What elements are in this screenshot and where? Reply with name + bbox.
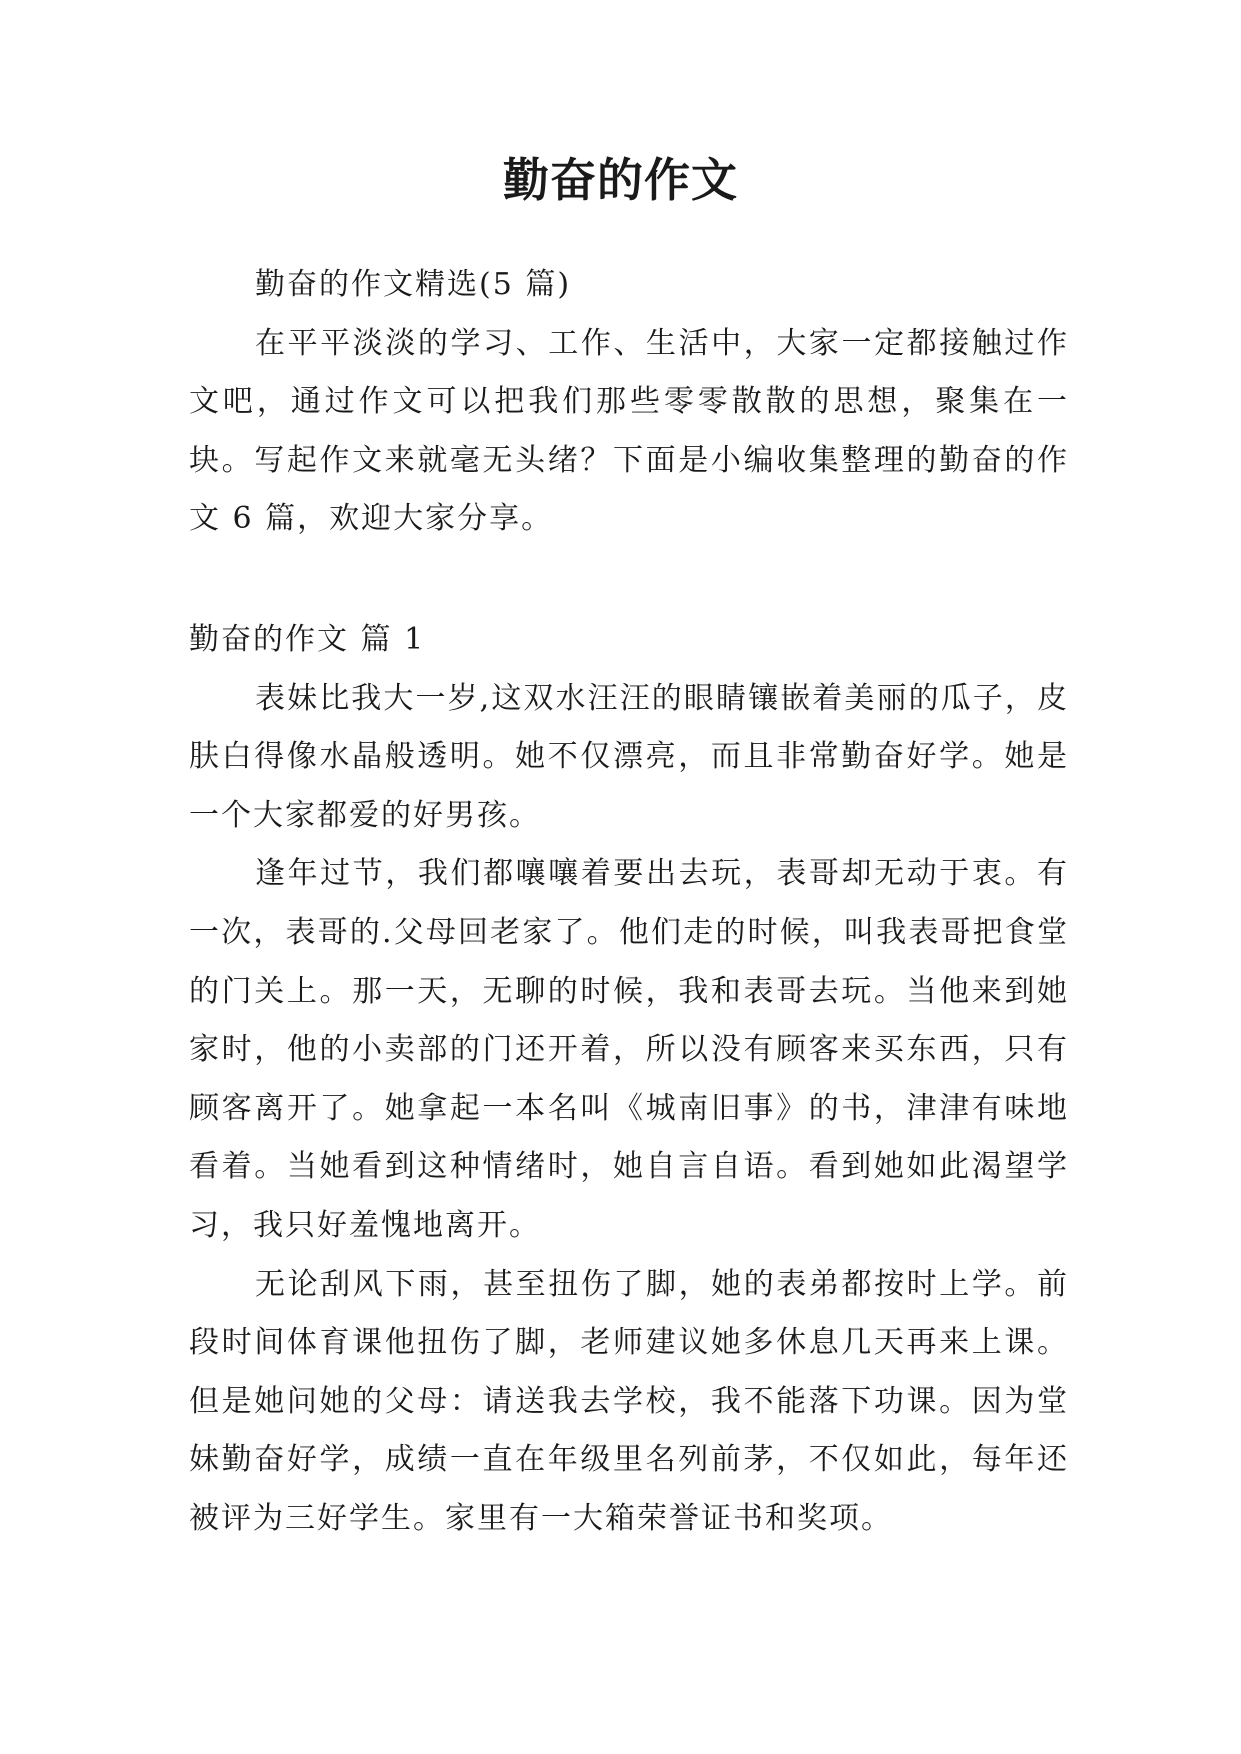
body-paragraph: 逢年过节，我们都嚷嚷着要出去玩，表哥却无动于衷。有一次，表哥的.父母回老家了。他们走的时候，叫我表哥把食堂的门关上。那一天，无聊的时候，我和表哥去玩。当他来到她家时，他的小卖部的门还开着，所以没有顾客来买东西，只有顾客离开了。她拿起一本名叫《城南旧事》的书，津津有味地看着。当她看到这种情绪时，她自言自语。看到她如此渴望学习，我只好羞愧地离开。 <box>189 856 1069 1243</box>
subtitle-paragraph: 勤奋的作文精选(5 篇) <box>255 267 572 302</box>
section-heading: 勤奋的作文 篇 1 <box>189 621 426 657</box>
document-title: 勤奋的作文 <box>503 153 738 207</box>
intro-paragraph: 在平平淡淡的学习、工作、生活中，大家一定都接触过作文吧，通过作文可以把我们那些零零散散的思想，聚集在一块。写起作文来就毫无头绪？下面是小编收集整理的勤奋的作文 6 篇，欢迎大家分享。 <box>189 325 1069 537</box>
body-paragraph: 无论刮风下雨，甚至扭伤了脚，她的表弟都按时上学。前段时间体育课他扭伤了脚，老师建议她多休息几天再来上课。但是她问她的父母：请送我去学校，我不能落下功课。因为堂妹勤奋好学，成绩一直在年级里名列前茅，不仅如此，每年还被评为三好学生。家里有一大箱荣誉证书和奖项。 <box>189 1266 1069 1536</box>
document-body <box>189 256 1069 1548</box>
body-paragraph: 表妹比我大一岁,这双水汪汪的眼睛镶嵌着美丽的瓜子，皮肤白得像水晶般透明。她不仅漂亮，而且非常勤奋好学。她是一个大家都爱的好男孩。 <box>189 680 1069 833</box>
